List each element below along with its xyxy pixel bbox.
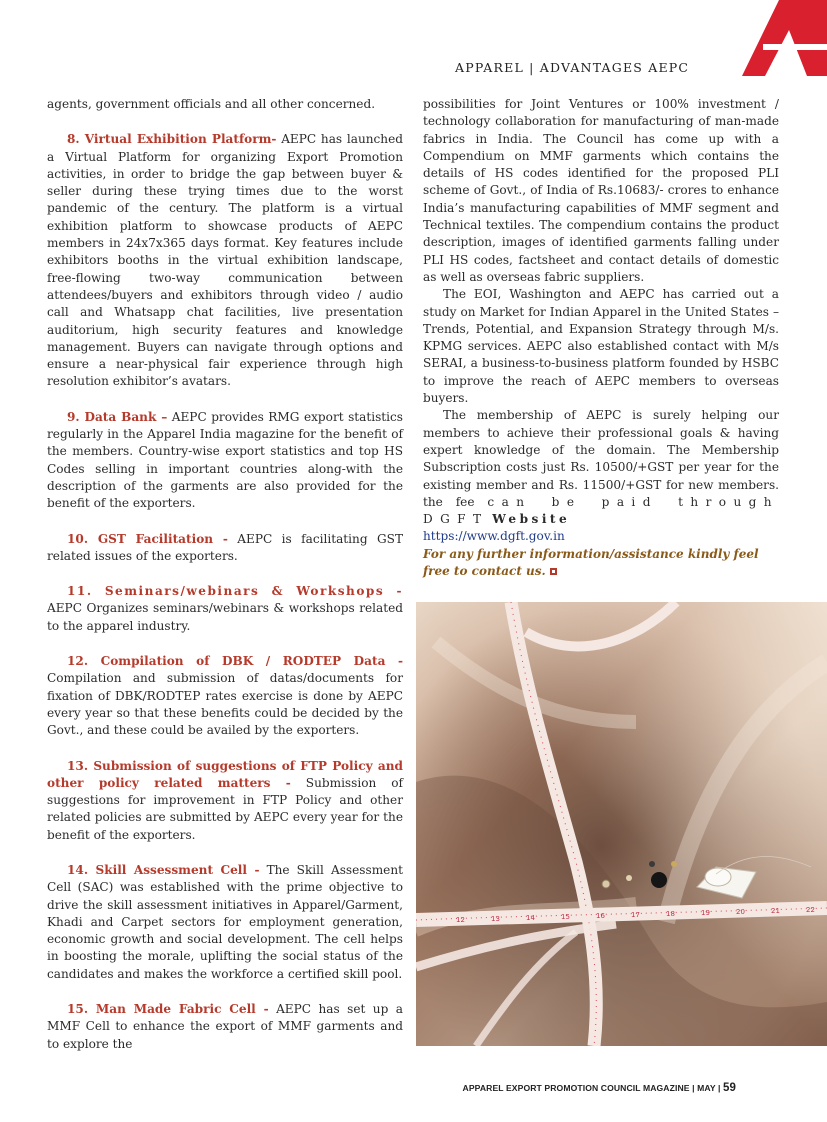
- membership-spaced-text: can be paid through DGFT: [423, 494, 779, 527]
- item-body: The Skill Assessment Cell (SAC) was established with the prime objective to drive the skill assessment initiatives in Apparel/Garment, Khadi and Carpet sectors for employment generation, economic growth and social development. The cell helps in boosting the morale, uplifting the social status of the candidates and makes the workforce a certified skill pool.: [47, 862, 403, 981]
- contact-callout-text: For any further information/assistance kindly feel free to contact us.: [423, 546, 759, 578]
- item-heading: 13. Submission of suggestions of FTP Policy and other policy related matters -: [47, 758, 403, 790]
- end-of-article-icon: [550, 568, 557, 575]
- item-body: Compilation and submission of datas/documents for fixation of DBK/RODTEP rates exercise is done by AEPC every year so that these benefits could be decided by the Govt., and these could be availed by the exporters.: [47, 671, 403, 738]
- item-gst-facilitation: [47, 531, 403, 566]
- corner-letter-a-logo: [667, 0, 827, 76]
- item-heading: 8. Virtual Exhibition Platform-: [67, 132, 277, 147]
- item-body: AEPC has launched a Virtual Platform for organizing Export Promotion activities, in order to bridge the gap between buyer & seller during these trying times due to the worst pandemic of the century. The platform is a virtual exhibition platform to showcase products of AEPC members in 24x7x365 days format. Key features include exhibitors booths in the virtual exhibition landscape, free-flowing two-way communication between attendees/buyers and exhibitors through video / audio call and Whatsapp chat facilities, live presentation auditorium, high security features and knowledge management. Buyers can navigate through options and ensure a near-physical fair experience through high resolution exhibitor’s avatars.: [47, 132, 403, 389]
- item-heading: 14. Skill Assessment Cell -: [67, 862, 260, 877]
- tape-mark: 13: [491, 915, 500, 923]
- item-heading: 12. Compilation of DBK / RODTEP Data -: [67, 654, 403, 669]
- item-body: AEPC Organizes seminars/webinars & workshops related to the apparel industry.: [47, 601, 403, 633]
- item-virtual-exhibition: [47, 131, 403, 390]
- left-column: [47, 96, 403, 1053]
- tape-mark: 21: [771, 907, 780, 915]
- item-heading: 15. Man Made Fabric Cell -: [67, 1002, 269, 1017]
- tape-mark: 19: [701, 909, 710, 917]
- eoi-paragraph: The EOI, Washington and AEPC has carried out a study on Market for Indian Apparel in the United States – Trends, Potential, and Expansion Strategy through M/s. KPMG services. AEPC also established contact with M/s SERAI, a business-to-business platform founded by HSBC to improve the reach of AEPC members to overseas buyers.: [423, 287, 779, 406]
- fabric-tape-measure-photo: [416, 602, 827, 1046]
- item-body: AEPC has set up a MMF Cell to enhance the export of MMF garments and to explore the: [47, 1002, 403, 1051]
- right-column: [423, 96, 779, 580]
- item-mmf-cell: [47, 1001, 403, 1053]
- tape-mark: 22: [806, 906, 815, 914]
- dgft-website-link[interactable]: https://www.dgft.gov.in: [423, 529, 565, 544]
- contact-callout: [423, 546, 779, 580]
- item-skill-assessment: [47, 862, 403, 983]
- item-body: AEPC is facilitating GST related issues of the exporters.: [47, 531, 404, 563]
- tape-mark: 15: [561, 913, 570, 921]
- item-heading: 10. GST Facilitation -: [67, 531, 228, 546]
- tape-mark: 12: [456, 916, 465, 924]
- mmf-continuation: possibilities for Joint Ventures or 100% investment / technology collaboration for manufacturing of man-made fabrics in India. The Council has come up with a Compendium on MMF garments which contains the details of HS codes identified for the proposed PLI scheme of Govt., of India of Rs.10683/- crores to enhance India’s manufacturing capabilities of MMF segment and Technical textiles. The compendium contains the product description, images of identified garments falling under PLI HS codes, factsheet and contact details of domestic as well as overseas fabric suppliers.: [423, 97, 779, 284]
- item-seminars: [47, 583, 403, 635]
- membership-paragraph: [423, 407, 779, 545]
- running-head: APPAREL | ADVANTAGES AEPC: [455, 60, 690, 75]
- magazine-line: APPAREL EXPORT PROMOTION COUNCIL MAGAZINE | MAY |: [462, 1083, 723, 1093]
- page-footer: [463, 1082, 736, 1094]
- item-body: AEPC provides RMG export statistics regularly in the Apparel India magazine for the benefit of the members. Country-wise export statistics and top HS Codes selling in important countries along-with the description of the garments are also provided for the benefit of the exporters.: [47, 409, 404, 511]
- item-data-bank: [47, 409, 403, 513]
- item-dbk-rodtep: [47, 653, 403, 739]
- item-heading: 11. Seminars/webinars & Workshops -: [67, 584, 403, 599]
- tape-mark: 14: [526, 914, 535, 922]
- tape-mark: 20: [736, 908, 745, 916]
- tape-mark: 17: [631, 911, 640, 919]
- item-body: Submission of suggestions for improvement in FTP Policy and other related policies are submitted by AEPC every year for the benefit of the exporters.: [47, 775, 403, 842]
- membership-text: The membership of AEPC is surely helping our members to achieve their professional goals & having expert knowledge of the domain. The Membership Subscription costs just Rs. 10500/+GST per year for the existing member and Rs. 11500/+GST for new members. the fee: [423, 408, 779, 509]
- tape-mark: 16: [596, 912, 605, 920]
- page-number: 59: [723, 1082, 736, 1094]
- tape-mark: 18: [666, 910, 675, 918]
- item-heading: 9. Data Bank –: [67, 409, 168, 424]
- intro-tail: agents, government officials and all other concerned.: [47, 97, 376, 111]
- item-ftp-suggestions: [47, 758, 403, 844]
- website-label: Website: [492, 512, 571, 527]
